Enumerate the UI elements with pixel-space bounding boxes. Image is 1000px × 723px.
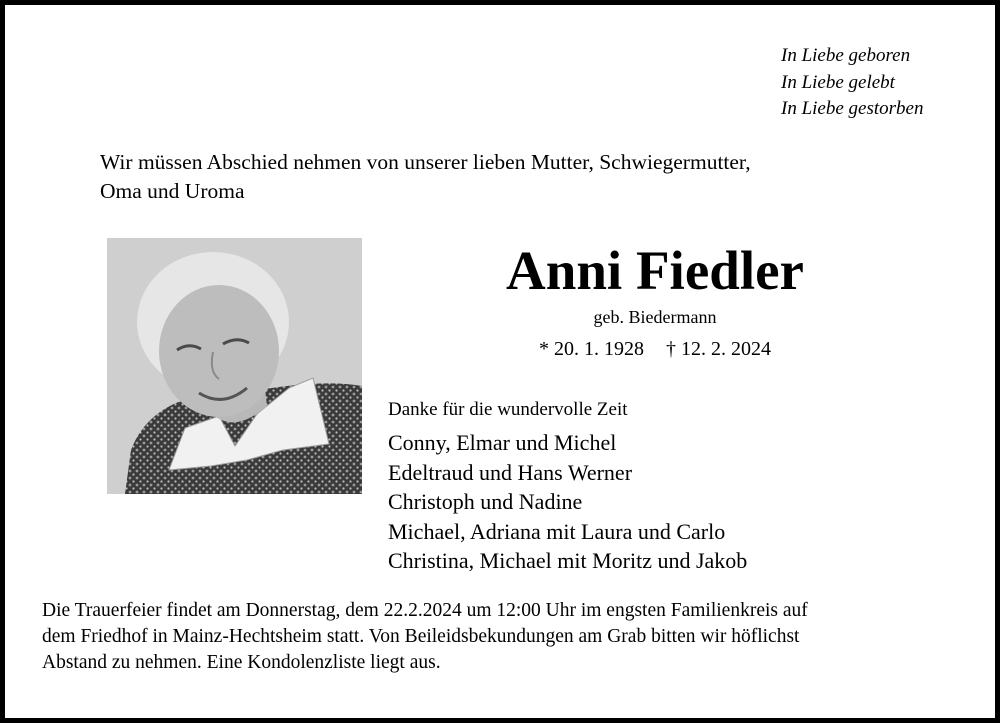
mourner-entry: Michael, Adriana mit Laura und Carlo bbox=[388, 518, 726, 544]
ceremony-line: Die Trauerfeier findet am Donnerstag, dem 22.2.2024 um 12:00 Uhr im engsten Familienkreis auf bbox=[42, 600, 808, 621]
motto-line: In Liebe gelebt bbox=[781, 71, 895, 93]
birth-date: * 20. 1. 1928 bbox=[539, 338, 644, 360]
portrait-photo bbox=[107, 238, 362, 494]
motto-verse bbox=[781, 43, 991, 123]
life-dates bbox=[385, 336, 925, 362]
birth-name: geb. Biedermann bbox=[593, 307, 717, 327]
death-date: † 12. 2. 2024 bbox=[666, 338, 771, 360]
ceremony-line: Abstand zu nehmen. Eine Kondolenzliste liegt aus. bbox=[42, 652, 441, 673]
mourner-entry: Christoph und Nadine bbox=[388, 489, 583, 514]
ceremony-line: dem Friedhof in Mainz-Hechtsheim statt. Von Beileidsbekundungen am Grab bitten wir höflichst bbox=[42, 626, 800, 647]
intro-line: Oma und Uroma bbox=[100, 178, 245, 203]
motto-line: In Liebe geboren bbox=[781, 45, 911, 66]
deceased-name: Anni Fiedler bbox=[506, 240, 804, 301]
intro-line: Wir müssen Abschied nehmen von unserer lieben Mutter, Schwiegermutter, bbox=[100, 150, 751, 174]
motto-line: In Liebe gestorben bbox=[781, 98, 924, 119]
farewell-intro bbox=[100, 148, 960, 205]
mourners-list bbox=[388, 428, 948, 576]
mourner-entry: Edeltraud und Hans Werner bbox=[388, 459, 633, 485]
mourner-entry: Conny, Elmar und Michel bbox=[388, 430, 617, 455]
mourner-entry: Christina, Michael mit Moritz und Jakob bbox=[388, 548, 748, 573]
thanks-line: Danke für die wundervolle Zeit bbox=[388, 399, 628, 420]
ceremony-notice bbox=[42, 598, 972, 676]
